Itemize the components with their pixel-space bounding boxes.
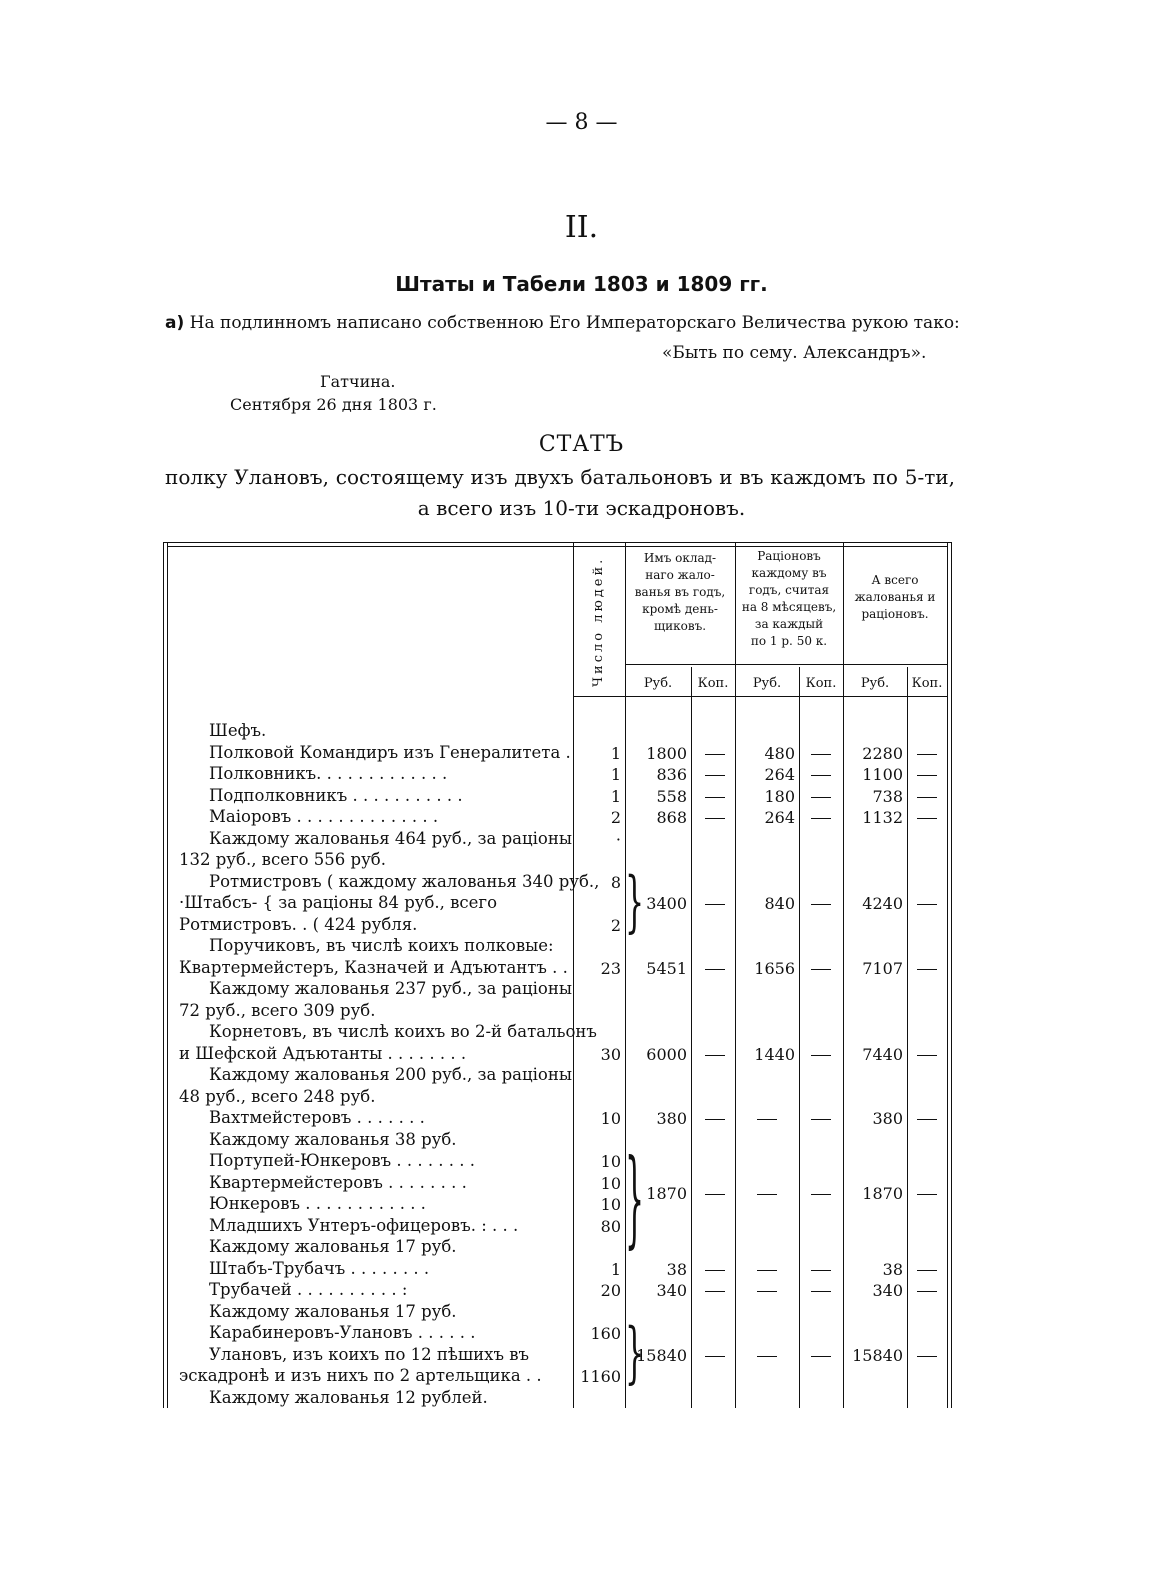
header-salary-line: щиковъ.: [653, 619, 707, 633]
stat-subtitle-line-1: полку Улановъ, состоящему изъ двухъ батальоновъ и въ каждомъ по 5-ти,: [165, 465, 955, 489]
note-signature: «Быть по сему. Александръ».: [662, 343, 927, 363]
table-row-label: Карабинеровъ-Улановъ . . . . . .: [209, 1323, 476, 1342]
dash-mark: [917, 1055, 937, 1056]
dash-mark: [811, 754, 831, 755]
dash-mark: [917, 904, 937, 905]
rations-rub: 840: [764, 894, 795, 913]
salary-rub: 3400: [646, 894, 687, 913]
table-row-label: ·Штабсъ- { за рацiоны 84 руб., всего: [179, 893, 498, 912]
table-row-label: Юнкеровъ . . . . . . . . . . . .: [209, 1194, 426, 1213]
page-heading: Штаты и Табели 1803 и 1809 гг.: [395, 272, 768, 296]
table-top-rule: [163, 542, 951, 543]
table-row-label: Каждому жалованья 12 рублей.: [209, 1387, 488, 1407]
header-rations-line: Рацiоновъ: [757, 549, 821, 563]
dash-mark: [757, 1356, 777, 1357]
table-row-label: Шефъ.: [209, 721, 267, 740]
table-row-label: Квартермейстеръ, Казначей и Адъютантъ . .: [179, 957, 568, 977]
rations-rub: 1656: [754, 958, 795, 978]
table-row-label: Трубачей . . . . . . . . . . :: [209, 1280, 408, 1299]
people-count: 2: [610, 808, 621, 827]
table-row-label: Корнетовъ, въ числѣ коихъ во 2-й батальонъ: [209, 1022, 597, 1041]
header-rations-line: каждому въ: [751, 566, 827, 580]
table-vertical-rule: [163, 542, 164, 1408]
dash-mark: [705, 1119, 725, 1120]
page-number: — 8 —: [545, 110, 618, 135]
salary-rub: 1870: [646, 1184, 687, 1204]
table-row-label: Ротмистровъ. . ( 424 рубля.: [179, 914, 418, 934]
header-salary-line: наго жало-: [645, 568, 715, 582]
people-count: 10: [600, 1109, 621, 1128]
dash-mark: [917, 754, 937, 755]
total-rub: 7440: [862, 1044, 903, 1064]
table-subcolumn-rule: [799, 667, 800, 1408]
people-count: 1: [610, 786, 621, 806]
dash-mark: [811, 1055, 831, 1056]
note-line: [165, 313, 960, 333]
dash-mark: [811, 797, 831, 798]
header-bottom-rule: [573, 696, 947, 697]
dash-mark: [917, 1356, 937, 1357]
table-row-label: 48 руб., всего 248 руб.: [179, 1086, 376, 1106]
salary-rub: 836: [656, 765, 687, 784]
table-vertical-rule: [947, 542, 948, 1408]
total-rub: 1132: [862, 808, 903, 827]
table-vertical-rule: [735, 542, 736, 1408]
rations-rub: 1440: [754, 1044, 795, 1064]
header-rub: Руб.: [752, 676, 782, 691]
header-rub: Руб.: [643, 676, 673, 691]
dash-mark: [757, 1119, 777, 1120]
dash-mark: [811, 904, 831, 905]
salary-rub: 558: [656, 786, 687, 806]
people-count: 1: [610, 743, 621, 763]
dash-mark: [811, 1291, 831, 1292]
table-row-label: Маiоровъ . . . . . . . . . . . . . .: [209, 807, 439, 826]
table-row-label: Полковой Командиръ изъ Генералитета .: [209, 742, 571, 762]
total-rub: 738: [872, 786, 903, 806]
table-row-label: Улановъ, изъ коихъ по 12 пѣшихъ въ: [209, 1344, 530, 1364]
dash-mark: [705, 797, 725, 798]
dash-mark: [757, 1270, 777, 1271]
dash-mark: [917, 1270, 937, 1271]
table-vertical-rule: [625, 542, 626, 1408]
dash-mark: [705, 1356, 725, 1357]
table-vertical-rule: [951, 542, 952, 1408]
note-letter: а): [165, 313, 185, 333]
dash-mark: [705, 754, 725, 755]
table-row-label: Каждому жалованья 17 руб.: [209, 1301, 457, 1321]
table-subcolumn-rule: [907, 667, 908, 1408]
people-count: 1: [610, 1259, 621, 1279]
dash-mark: [917, 797, 937, 798]
header-kop: Коп.: [805, 676, 837, 691]
total-rub: 7107: [862, 958, 903, 978]
people-count: 10: [600, 1195, 621, 1214]
dash-mark: [757, 1291, 777, 1292]
header-kop: Коп.: [911, 676, 943, 691]
stat-title: СТАТЪ: [538, 432, 625, 457]
table-row-label: Подполковникъ . . . . . . . . . . .: [209, 785, 463, 805]
dash-mark: [811, 1270, 831, 1271]
total-rub: 2280: [862, 743, 903, 763]
dash-mark: [705, 1194, 725, 1195]
dash-mark: [917, 1119, 937, 1120]
grouping-brace: }: [625, 1315, 645, 1393]
header-total-line: А всего: [871, 573, 919, 587]
header-salary-line: ванья въ годъ,: [634, 585, 726, 599]
dash-mark: [811, 969, 831, 970]
total-rub: 380: [872, 1109, 903, 1128]
section-numeral: II.: [564, 210, 599, 245]
total-rub: 38: [882, 1259, 903, 1279]
salary-rub: 340: [656, 1281, 687, 1300]
header-rations-line: годъ, считая: [748, 583, 830, 597]
header-total-line: рацiоновъ.: [861, 607, 929, 621]
dash-mark: [917, 1194, 937, 1195]
header-total-line: жалованья и: [854, 590, 936, 604]
total-rub: 340: [872, 1281, 903, 1300]
total-rub: 1870: [862, 1184, 903, 1204]
header-rations-line: на 8 мѣсяцевъ,: [741, 600, 837, 614]
people-count: 30: [600, 1044, 621, 1064]
rations-rub: 180: [764, 786, 795, 806]
table-vertical-rule: [843, 542, 844, 1408]
salary-rub: 15840: [636, 1345, 687, 1365]
dash-mark: [917, 818, 937, 819]
table-subcolumn-rule: [691, 667, 692, 1408]
table-row-label: 132 руб., всего 556 руб.: [179, 850, 386, 869]
header-people: Число людей.: [591, 556, 606, 687]
salary-rub: 868: [656, 808, 687, 827]
note-place: Гатчина.: [320, 372, 396, 391]
people-count: 1: [610, 765, 621, 784]
grouping-brace: }: [625, 1139, 645, 1262]
people-count: 10: [600, 1173, 621, 1193]
rations-rub: 480: [764, 743, 795, 763]
table-row-label: Каждому жалованья 17 руб.: [209, 1237, 457, 1256]
dash-mark: [705, 1291, 725, 1292]
total-rub: 4240: [862, 894, 903, 913]
salary-rub: 1800: [646, 743, 687, 763]
dash-mark: [811, 775, 831, 776]
table-vertical-rule: [573, 542, 574, 1408]
table-row-label: Каждому жалованья 200 руб., за рацiоны: [209, 1065, 572, 1084]
dash-mark: [705, 969, 725, 970]
people-count: 2: [610, 915, 621, 935]
table-row-label: 72 руб., всего 309 руб.: [179, 1000, 376, 1020]
header-divider: [625, 664, 947, 665]
people-count: 10: [600, 1152, 621, 1171]
table-row-label: Каждому жалованья 464 руб., за рацiоны: [209, 828, 572, 848]
dash-mark: [705, 1055, 725, 1056]
header-salary-line: кромѣ день-: [642, 602, 718, 616]
dash-mark: [705, 904, 725, 905]
dash-mark: [917, 1291, 937, 1292]
grouping-brace: }: [625, 863, 645, 941]
header-kop: Коп.: [697, 676, 729, 691]
header-salary-line: Имъ оклад-: [643, 551, 717, 565]
dash-mark: [757, 1194, 777, 1195]
dash-mark: [705, 775, 725, 776]
note-text: На подлинномъ написано собственною Его Императорскаго Величества рукою тако:: [189, 313, 960, 333]
stat-subtitle-line-2: а всего изъ 10-ти эскадроновъ.: [417, 496, 746, 520]
people-count: 8: [610, 872, 621, 892]
header-rations-line: по 1 р. 50 к.: [750, 634, 828, 648]
table-row-label: Квартермейстеровъ . . . . . . . .: [209, 1172, 467, 1192]
table-row-label: эскадронѣ и изъ нихъ по 2 артельщика . .: [179, 1366, 542, 1385]
table-vertical-rule: [167, 542, 168, 1408]
people-count: ·: [615, 829, 621, 849]
total-rub: 1100: [862, 765, 903, 784]
header-rations-line: за каждый: [754, 617, 824, 631]
salary-rub: 380: [656, 1109, 687, 1128]
dash-mark: [917, 775, 937, 776]
dash-mark: [811, 1119, 831, 1120]
people-count: 23: [600, 958, 621, 978]
table-row-label: Портупей-Юнкеровъ . . . . . . . .: [209, 1151, 476, 1170]
rations-rub: 264: [764, 808, 795, 827]
table-row-label: Младшихъ Унтеръ-офицеровъ. : . . .: [209, 1215, 519, 1235]
dash-mark: [811, 1194, 831, 1195]
people-count: 20: [600, 1281, 621, 1300]
header-rub: Руб.: [860, 676, 890, 691]
table-row-label: Ротмистровъ ( каждому жалованья 340 руб.,: [209, 871, 600, 891]
table-row-label: Вахтмейстеровъ . . . . . . .: [209, 1108, 425, 1127]
total-rub: 15840: [852, 1345, 903, 1365]
dash-mark: [705, 818, 725, 819]
people-count: 160: [590, 1324, 621, 1343]
dash-mark: [705, 1270, 725, 1271]
table-row-label: Каждому жалованья 237 руб., за рацiоны: [209, 979, 572, 998]
rations-rub: 264: [764, 765, 795, 784]
staff-table: [163, 542, 951, 1408]
table-row-label: и Шефской Адъютанты . . . . . . . .: [179, 1043, 467, 1063]
table-top-rule-inner: [167, 546, 947, 547]
salary-rub: 6000: [646, 1044, 687, 1064]
table-row-label: Штабъ-Трубачъ . . . . . . . .: [209, 1258, 430, 1278]
dash-mark: [917, 969, 937, 970]
dash-mark: [811, 818, 831, 819]
salary-rub: 38: [666, 1259, 687, 1279]
dash-mark: [811, 1356, 831, 1357]
salary-rub: 5451: [646, 958, 687, 978]
table-row-label: Каждому жалованья 38 руб.: [209, 1129, 457, 1149]
people-count: 1160: [580, 1367, 621, 1386]
note-date: Сентября 26 дня 1803 г.: [230, 395, 437, 414]
table-row-label: Поручиковъ, въ числѣ коихъ полковые:: [209, 936, 554, 955]
people-count: 80: [600, 1216, 621, 1236]
table-row-label: Полковникъ. . . . . . . . . . . . .: [209, 764, 448, 783]
